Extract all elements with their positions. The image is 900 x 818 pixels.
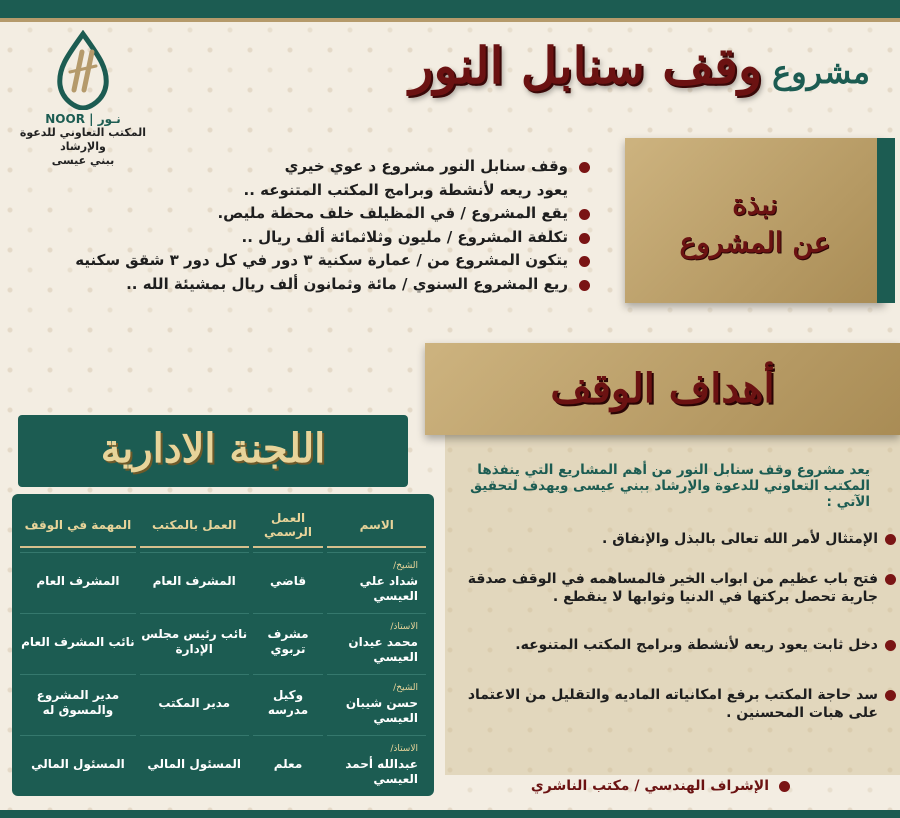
member-name-cell (327, 552, 426, 609)
overview-list (30, 155, 590, 296)
member-name: عبدالله أحمد العيسي (345, 756, 418, 786)
goals-badge (425, 343, 900, 435)
logo-brand-en: NOOR (45, 112, 85, 126)
top-gold-band (0, 18, 900, 22)
bullet-icon (579, 233, 590, 244)
member-job: وكيل مدرسه (253, 674, 324, 731)
member-waqf-role: المسئول المالي (20, 735, 136, 792)
page-title (409, 36, 870, 95)
list-item (30, 202, 590, 226)
goals-badge-text: أهداف الوقف (550, 365, 775, 412)
member-honorific: الاستاذ/ (390, 743, 418, 754)
logo-brand-ar: نـور (97, 112, 121, 126)
bullet-icon (779, 781, 790, 792)
list-item (458, 570, 898, 606)
committee-grid (16, 500, 430, 796)
list-item (458, 686, 898, 722)
member-honorific: الشيخ/ (393, 682, 418, 693)
member-name-cell (327, 613, 426, 670)
engineering-supervision-text: الإشراف الهندسي / مكتب الناشري (530, 778, 769, 794)
member-name: محمد عيدان العيسي (348, 634, 418, 664)
committee-title: اللجنة الادارية (100, 425, 326, 472)
member-waqf-role: مدير المشروع والمسوق له (20, 674, 136, 731)
bullet-icon (885, 534, 896, 545)
member-office-role: مدير المكتب (140, 674, 249, 731)
overview-badge-text (625, 186, 885, 262)
member-honorific: الشيخ/ (393, 560, 418, 571)
column-header-official-job: العمل الرسمي (253, 504, 324, 548)
goals-intro: يعد مشروع وقف سنابل النور من أهم المشاريع التي ينفذها المكتب التعاوني للدعوة والإرشاد ببني عيسى ويهدف لتحقيق الآتي : (470, 462, 870, 510)
logo-org-line2: ببني عيسى (51, 154, 115, 167)
bullet-icon (885, 690, 896, 701)
committee-title-box (18, 415, 408, 487)
member-job: مشرف تربوي (253, 613, 324, 670)
list-item (30, 249, 590, 273)
member-honorific: الاستاذ/ (390, 621, 418, 632)
member-job: قاضي (253, 552, 324, 609)
table-row (20, 552, 426, 609)
top-band (0, 0, 900, 18)
overview-item-text: ريع المشروع السنوي / مائة وثمانون ألف ريال بمشيئة الله .. (126, 274, 568, 293)
member-waqf-role: نائب المشرف العام (20, 613, 136, 670)
bullet-icon (579, 209, 590, 220)
table-header-row (20, 504, 426, 548)
list-item (458, 636, 898, 654)
bullet-icon (579, 162, 590, 173)
bottom-band (0, 810, 900, 818)
bullet-icon (579, 256, 590, 267)
bullet-icon (579, 280, 590, 291)
column-header-office-job: العمل بالمكتب (140, 504, 249, 548)
overview-item-text: يتكون المشروع من / عمارة سكنية ٣ دور في كل دور ٣ شقق سكنيه (75, 251, 568, 269)
table-row (20, 674, 426, 731)
member-job: معلم (253, 735, 324, 792)
column-header-waqf-role: المهمة في الوقف (20, 504, 136, 548)
overview-badge-line2: عن المشروع (679, 226, 831, 259)
member-office-role: المسئول المالي (140, 735, 249, 792)
member-waqf-role: المشرف العام (20, 552, 136, 609)
title-main: وقف سنابل النور (409, 36, 763, 95)
logo-emblem-icon (48, 30, 118, 110)
overview-badge-line1: نبذة (732, 188, 778, 221)
bullet-icon (885, 574, 896, 585)
goals-list (458, 530, 898, 722)
member-name: حسن شيبان العيسي (345, 695, 418, 725)
list-item (30, 179, 590, 203)
table-row (20, 613, 426, 670)
list-item (30, 273, 590, 297)
list-item (30, 226, 590, 250)
engineering-supervision-note (430, 778, 790, 794)
bullet-icon (885, 640, 896, 651)
logo-org-line1: المكتب التعاوني للدعوة والإرشاد (19, 126, 147, 153)
table-row (20, 735, 426, 792)
goal-text: سد حاجة المكتب برفع امكانياته الماديه والتقليل من الاعتماد على هبات المحسنين . (467, 687, 878, 721)
title-prefix: مشروع (772, 53, 870, 91)
list-item (458, 530, 898, 548)
overview-item-text: وقف سنابل النور مشروع د عوي خيري (284, 157, 568, 175)
overview-item-text: يقع المشروع / في المظيلف خلف محطة مليص. (217, 204, 568, 222)
overview-item-text: تكلفة المشروع / مليون وثلاثمائة ألف ريال .. (241, 227, 568, 246)
overview-item-continuation: يعود ريعه لأنشطة وبرامج المكتب المتنوعه .. (243, 180, 568, 199)
logo-brand: NOOR | نـور (45, 112, 121, 126)
goal-text: الإمتثال لأمر الله تعالى بالبذل والإنفاق . (602, 531, 878, 547)
member-office-role: نائب رئيس مجلس الإدارة (140, 613, 249, 670)
member-name-cell (327, 674, 426, 731)
column-header-name: الاسم (327, 504, 426, 548)
list-item (30, 155, 590, 179)
member-name-cell (327, 735, 426, 792)
overview-badge (625, 138, 885, 303)
committee-table (12, 494, 434, 796)
member-name: شداد علي العيسي (359, 573, 418, 603)
member-office-role: المشرف العام (140, 552, 249, 609)
goal-text: فتح باب عظيم من ابواب الخير فالمساهمه في الوقف صدقة جارية تحصل بركتها في الدنيا وثوابها لا ينقطع . (467, 571, 878, 605)
goal-text: دخل ثابت يعود ريعه لأنشطة وبرامج المكتب المتنوعه. (515, 637, 878, 653)
